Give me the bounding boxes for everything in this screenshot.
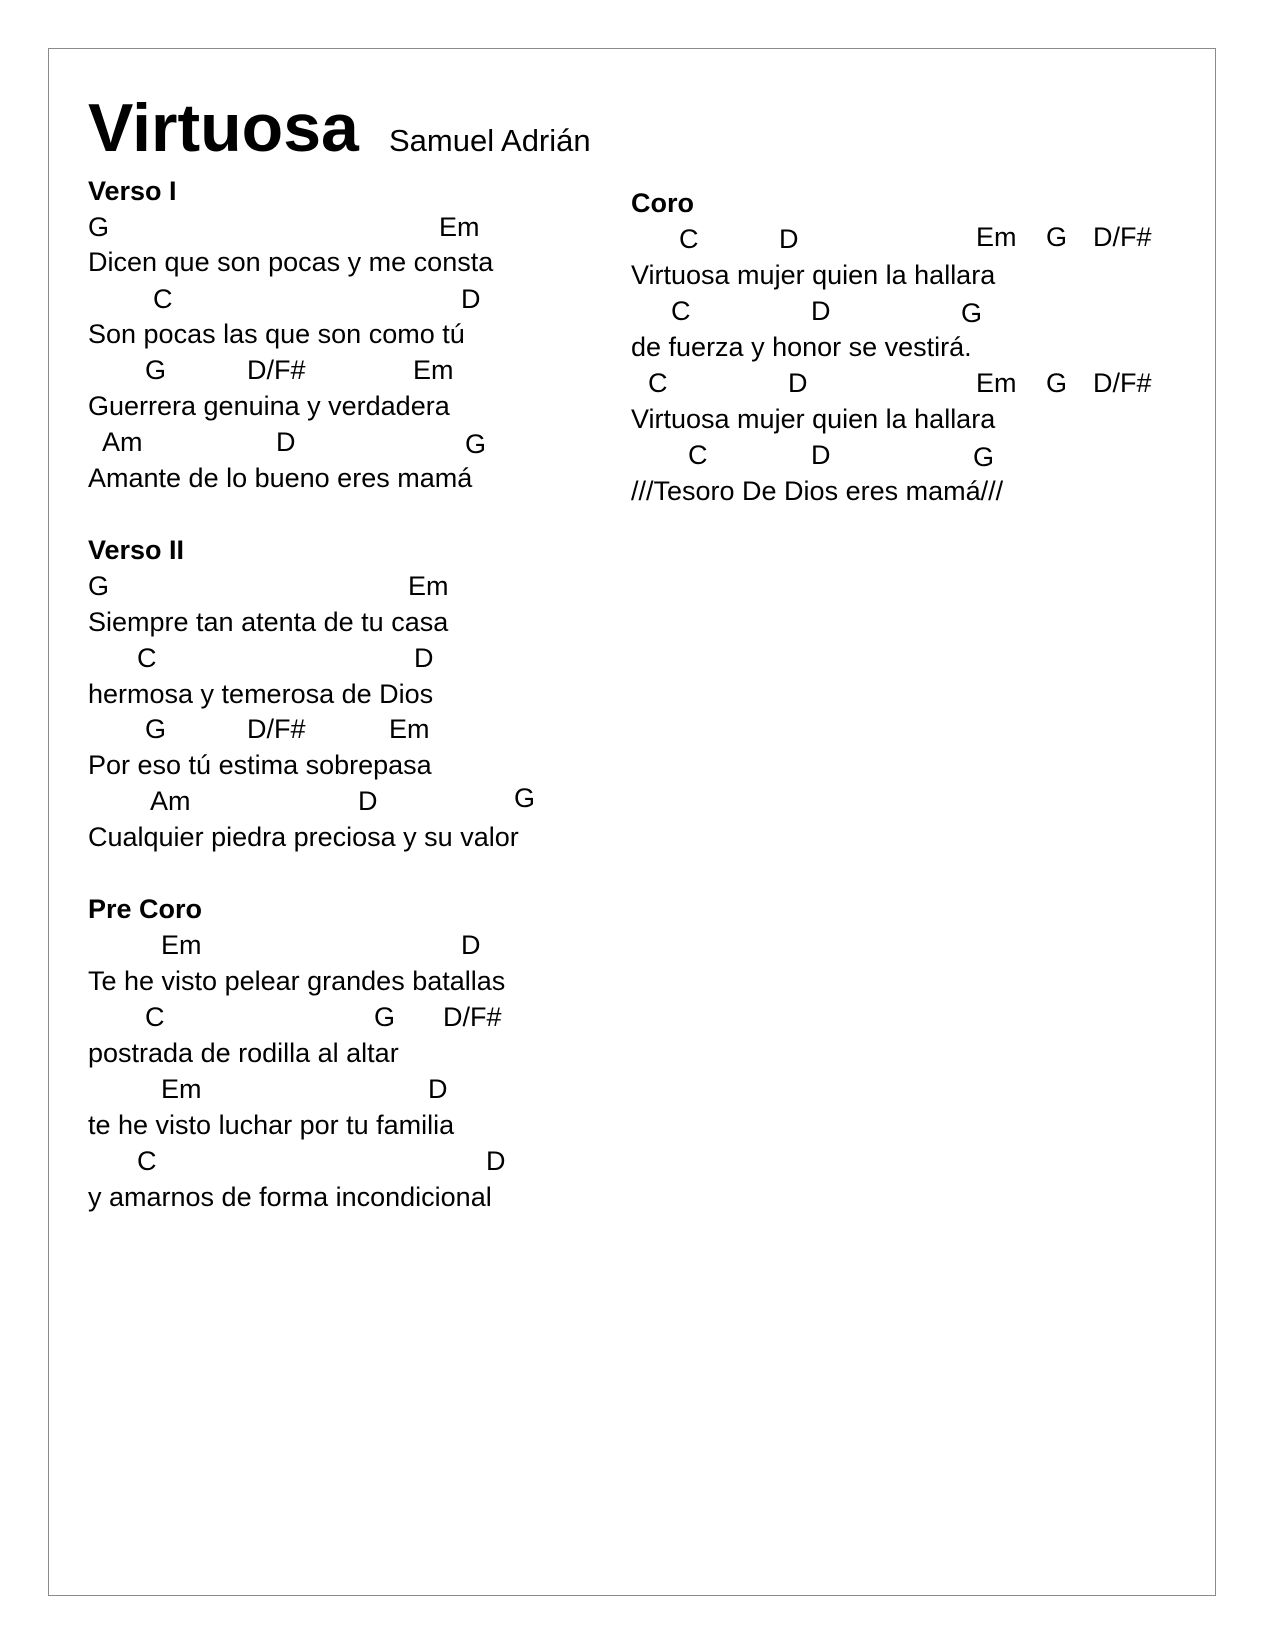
chord: D/F# [247, 355, 306, 385]
chord: Em [976, 368, 1017, 398]
lyric-line: postrada de rodilla al altar [88, 1038, 399, 1068]
chord: G [514, 783, 536, 813]
chord: Em [413, 355, 454, 385]
chord: C [679, 224, 699, 254]
chord: D [428, 1074, 448, 1104]
chord: G [465, 429, 487, 459]
lyric-line: y amarnos de forma incondicional [88, 1182, 492, 1212]
chord: Em [439, 212, 480, 242]
chord: Em [161, 1074, 202, 1104]
chord: Em [161, 930, 202, 960]
chord: G [145, 714, 167, 744]
chord: D [788, 368, 808, 398]
chord: C [688, 440, 708, 470]
chord: D [276, 427, 296, 457]
lyric-line: Son pocas las que son como tú [88, 319, 465, 349]
pre-chorus-heading: Pre Coro [88, 894, 203, 924]
chorus-heading: Coro [631, 188, 694, 218]
verse2-heading: Verso II [88, 535, 185, 565]
chord: Em [976, 222, 1017, 252]
chord: C [153, 284, 173, 314]
verse1-heading: Verso I [88, 176, 177, 206]
chord: D [358, 786, 378, 816]
lyric-line: te he visto luchar por tu familia [88, 1110, 455, 1140]
song-artist: Samuel Adrián [389, 123, 591, 158]
song-title: Virtuosa [88, 90, 359, 166]
chord: G [1046, 368, 1068, 398]
lyric-line: Por eso tú estima sobrepasa [88, 750, 432, 780]
chord: Am [150, 786, 191, 816]
chord: C [137, 643, 157, 673]
lyric-line: Guerrera genuina y verdadera [88, 391, 450, 421]
chord: Em [408, 571, 449, 601]
lyric-line: Siempre tan atenta de tu casa [88, 607, 449, 637]
chord: D [779, 224, 799, 254]
chord: D/F# [1093, 222, 1152, 252]
chord: D [461, 284, 481, 314]
chord: C [137, 1146, 157, 1176]
chord: G [1046, 222, 1068, 252]
chord: Em [389, 714, 430, 744]
chord: D [461, 930, 481, 960]
lyric-line: Dicen que son pocas y me consta [88, 247, 494, 277]
chord: D/F# [443, 1002, 502, 1032]
chord: G [374, 1002, 396, 1032]
chord: G [88, 212, 110, 242]
chord: D [811, 296, 831, 326]
chord: D [486, 1146, 506, 1176]
chord: C [145, 1002, 165, 1032]
chord: D/F# [247, 714, 306, 744]
lyric-line: Virtuosa mujer quien la hallara [631, 404, 996, 434]
lyric-line: Virtuosa mujer quien la hallara [631, 260, 996, 290]
chord: G [973, 442, 995, 472]
lyric-line: de fuerza y honor se vestirá. [631, 332, 972, 362]
lyric-line: Te he visto pelear grandes batallas [88, 966, 506, 996]
lyric-line: hermosa y temerosa de Dios [88, 679, 434, 709]
chord: G [145, 355, 167, 385]
chord: G [88, 571, 110, 601]
chord: C [671, 296, 691, 326]
lyric-line: ///Tesoro De Dios eres mamá/// [631, 476, 1004, 506]
chord: C [648, 368, 668, 398]
chord: G [961, 298, 983, 328]
chord: D/F# [1093, 368, 1152, 398]
chord: Am [102, 427, 143, 457]
chord: D [811, 440, 831, 470]
chord: D [414, 643, 434, 673]
lyric-line: Amante de lo bueno eres mamá [88, 463, 473, 493]
lyric-line: Cualquier piedra preciosa y su valor [88, 822, 519, 852]
